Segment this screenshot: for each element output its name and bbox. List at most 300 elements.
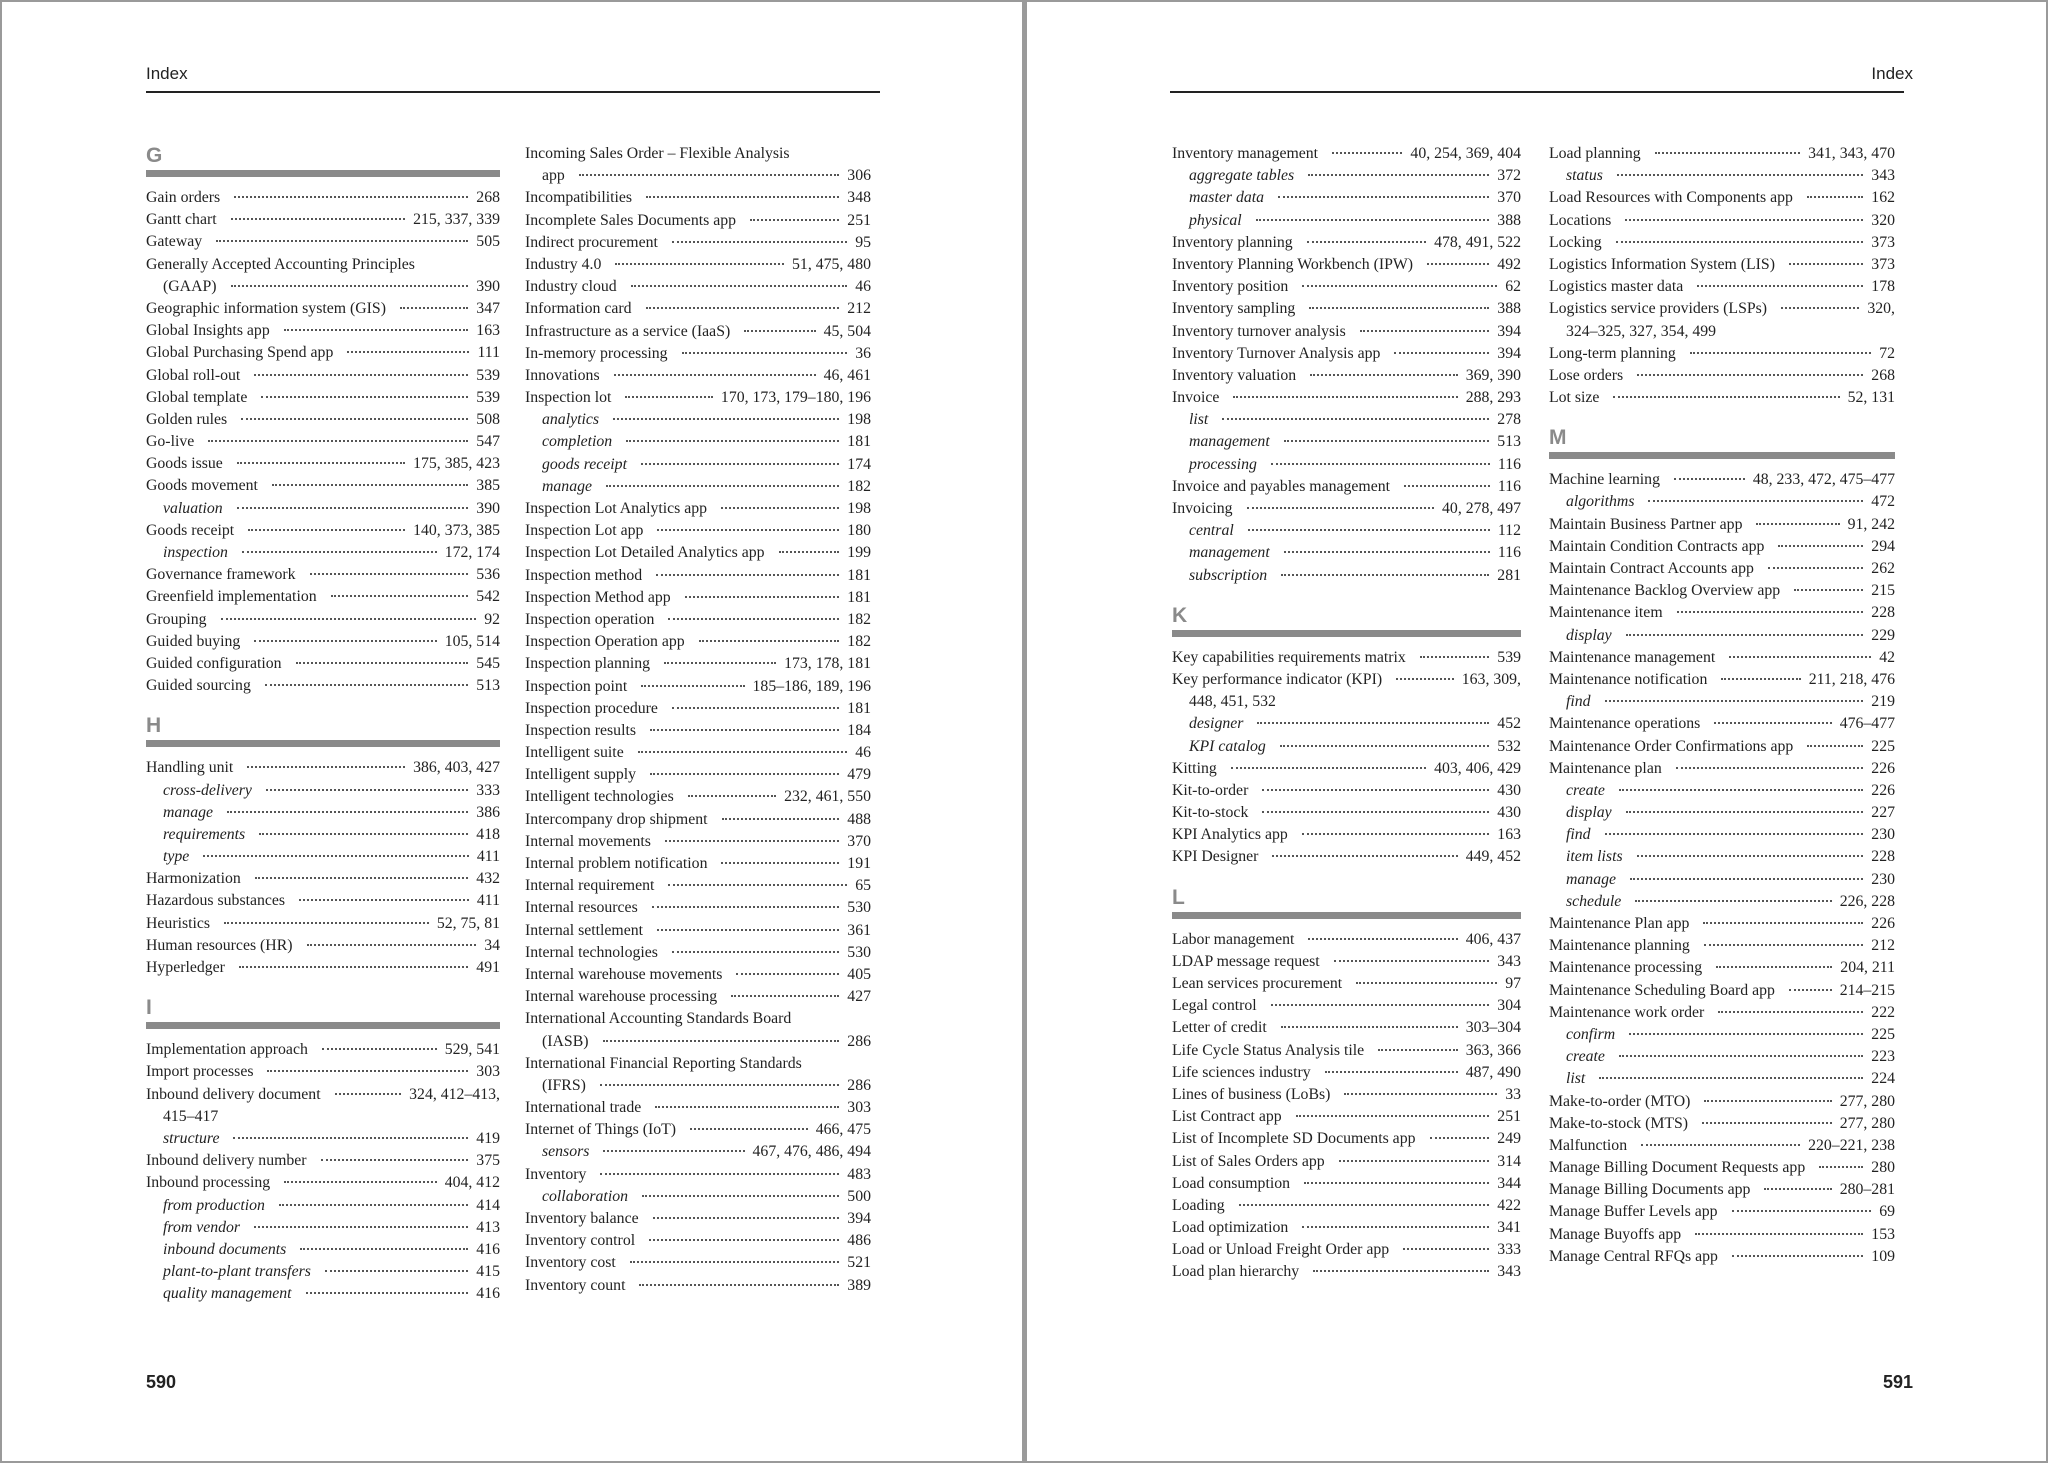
entry-term: management bbox=[1189, 544, 1270, 562]
dot-leader bbox=[665, 840, 839, 842]
entry-pages: 369, 390 bbox=[1465, 366, 1521, 384]
dot-leader bbox=[630, 1261, 839, 1263]
entry-term: Inventory valuation bbox=[1172, 366, 1297, 384]
entry-pages: 361 bbox=[847, 921, 871, 939]
index-entry bbox=[1549, 647, 1895, 669]
entry-term: Inventory Planning Workbench (IPW) bbox=[1172, 255, 1414, 273]
index-entry bbox=[525, 1008, 871, 1030]
entry-pages: 42 bbox=[1879, 648, 1895, 666]
entry-pages: 415 bbox=[476, 1263, 500, 1281]
entry-term: LDAP message request bbox=[1172, 952, 1320, 970]
entry-term: Logistics master data bbox=[1549, 278, 1684, 296]
entry-pages: 467, 476, 486, 494 bbox=[752, 1143, 871, 1161]
entry-term: Guided configuration bbox=[146, 654, 282, 672]
dot-leader bbox=[1278, 196, 1489, 198]
dot-leader bbox=[248, 529, 405, 531]
entry-term: display bbox=[1566, 804, 1612, 822]
entry-pages: 262 bbox=[1871, 560, 1895, 577]
dot-leader bbox=[272, 484, 468, 486]
header-rule bbox=[146, 91, 880, 93]
entry-term: Manage Buffer Levels app bbox=[1549, 1203, 1718, 1221]
entry-pages: 112 bbox=[1497, 522, 1521, 540]
index-entry bbox=[1172, 1128, 1521, 1150]
index-entry bbox=[146, 868, 500, 890]
entry-pages: 223 bbox=[1871, 1048, 1895, 1066]
entry-pages: 505 bbox=[476, 233, 500, 251]
index-entry bbox=[146, 913, 500, 935]
dot-leader bbox=[267, 1070, 468, 1072]
entry-term: find bbox=[1566, 693, 1591, 711]
entry-term: Inventory control bbox=[525, 1232, 636, 1250]
entry-term: Locking bbox=[1549, 233, 1602, 251]
index-subentry bbox=[1172, 542, 1521, 564]
section-rule bbox=[146, 170, 500, 177]
entry-pages: 394 bbox=[847, 1210, 871, 1227]
dot-leader bbox=[266, 789, 468, 791]
entry-pages: 370 bbox=[847, 832, 871, 850]
entry-term: Goods movement bbox=[146, 477, 258, 495]
dot-leader bbox=[1248, 529, 1490, 531]
entry-term: Legal control bbox=[1172, 997, 1257, 1015]
index-subentry bbox=[1172, 431, 1521, 453]
entry-pages: 163 bbox=[476, 322, 500, 340]
index-column-1 bbox=[1172, 143, 1521, 1284]
entry-term: Inbound processing bbox=[146, 1174, 271, 1192]
dot-leader bbox=[1781, 307, 1859, 309]
index-subentry bbox=[525, 1141, 871, 1163]
entry-term: Inspection Lot Detailed Analytics app bbox=[525, 544, 765, 562]
dot-leader bbox=[1732, 1210, 1872, 1212]
index-entry bbox=[146, 1061, 500, 1083]
entry-term: Infrastructure as a service (IaaS) bbox=[525, 322, 731, 340]
section-letter: L bbox=[1172, 885, 1185, 909]
entry-term: Internal resources bbox=[525, 899, 638, 917]
entry-pages: 182 bbox=[847, 610, 871, 628]
entry-term: Internal settlement bbox=[525, 921, 643, 939]
index-subentry bbox=[525, 454, 871, 476]
dot-leader bbox=[1262, 789, 1489, 791]
entry-term: In-memory processing bbox=[525, 344, 668, 362]
entry-term: list bbox=[1566, 1070, 1586, 1088]
entry-pages: 286 bbox=[847, 1032, 871, 1050]
dot-leader bbox=[1313, 1270, 1489, 1272]
entry-term: list bbox=[1189, 411, 1209, 429]
dot-leader bbox=[1637, 374, 1863, 376]
entry-term: Innovations bbox=[525, 366, 600, 384]
index-entry bbox=[525, 187, 871, 209]
entry-pages: 343 bbox=[1497, 1263, 1521, 1281]
index-entry bbox=[525, 698, 871, 720]
entry-term: Heuristics bbox=[146, 914, 211, 932]
entry-term: Invoicing bbox=[1172, 500, 1233, 517]
entry-pages: 341, 343, 470 bbox=[1808, 145, 1895, 162]
dot-leader bbox=[310, 573, 469, 575]
entry-pages: 46 bbox=[855, 278, 871, 296]
index-entry bbox=[1549, 758, 1895, 780]
entry-pages: 72 bbox=[1879, 344, 1895, 362]
entry-term: KPI Designer bbox=[1172, 848, 1259, 866]
entry-pages: 281 bbox=[1497, 566, 1521, 584]
entry-term: quality management bbox=[163, 1285, 292, 1303]
dot-leader bbox=[1394, 352, 1489, 354]
dot-leader bbox=[1674, 478, 1745, 480]
dot-leader bbox=[600, 1084, 839, 1086]
entry-pages: 530 bbox=[847, 943, 871, 961]
entry-pages: 181 bbox=[847, 433, 871, 451]
dot-leader bbox=[1630, 878, 1863, 880]
index-entry bbox=[525, 986, 871, 1008]
entry-term: Industry 4.0 bbox=[525, 255, 602, 273]
entry-term: Maintenance plan bbox=[1549, 759, 1662, 777]
entry-pages: 268 bbox=[1871, 366, 1895, 384]
dot-leader bbox=[1768, 567, 1863, 569]
index-entry bbox=[1172, 995, 1521, 1017]
index-entry bbox=[1172, 846, 1521, 868]
header-rule bbox=[1170, 91, 1904, 93]
dot-leader bbox=[254, 374, 468, 376]
index-entry bbox=[1549, 1224, 1895, 1246]
index-entry bbox=[1172, 780, 1521, 802]
index-entry bbox=[146, 653, 500, 675]
index-entry bbox=[1549, 365, 1895, 387]
index-entry bbox=[1172, 476, 1521, 498]
entry-term: Inventory Turnover Analysis app bbox=[1172, 344, 1381, 362]
dot-leader bbox=[639, 1284, 839, 1286]
entry-term: Maintenance notification bbox=[1549, 670, 1708, 688]
entry-pages: 211, 218, 476 bbox=[1808, 670, 1895, 688]
entry-pages: 372 bbox=[1497, 167, 1521, 185]
index-entry bbox=[1549, 1091, 1895, 1113]
entry-term: Lean services procurement bbox=[1172, 975, 1343, 992]
index-entry bbox=[146, 431, 500, 453]
entry-term: confirm bbox=[1566, 1025, 1616, 1043]
entry-term: Import processes bbox=[146, 1063, 254, 1081]
index-entry bbox=[146, 320, 500, 342]
entry-pages: 48, 233, 472, 475–477 bbox=[1752, 471, 1895, 489]
entry-term: Inventory bbox=[525, 1165, 587, 1183]
entry-term: Handling unit bbox=[146, 759, 234, 777]
index-entry bbox=[1549, 1201, 1895, 1223]
dot-leader bbox=[1616, 241, 1864, 243]
entry-pages: 280–281 bbox=[1839, 1181, 1895, 1199]
dot-leader bbox=[650, 773, 839, 775]
index-entry bbox=[146, 209, 500, 231]
index-entry bbox=[525, 365, 871, 387]
entry-term: Locations bbox=[1549, 211, 1612, 229]
dot-leader bbox=[614, 374, 816, 376]
index-entry bbox=[1549, 536, 1895, 558]
entry-pages: 62 bbox=[1505, 278, 1521, 296]
entry-term: from production bbox=[163, 1196, 265, 1214]
index-entry bbox=[525, 897, 871, 919]
dot-leader bbox=[606, 485, 839, 487]
index-entry bbox=[525, 1230, 871, 1252]
index-entry bbox=[146, 231, 500, 253]
entry-pages: 229 bbox=[1871, 626, 1895, 644]
entry-pages: 430 bbox=[1497, 804, 1521, 822]
entry-term: Long-term planning bbox=[1549, 344, 1676, 362]
entry-pages: 411 bbox=[476, 848, 500, 866]
dot-leader bbox=[239, 966, 468, 968]
entry-term: Inbound delivery document bbox=[146, 1085, 321, 1103]
entry-pages: 416 bbox=[476, 1240, 500, 1258]
dot-leader bbox=[736, 973, 839, 975]
dot-leader bbox=[1619, 1055, 1863, 1057]
index-entry bbox=[1549, 1002, 1895, 1024]
index-entry bbox=[1172, 647, 1521, 669]
entry-term: Load Resources with Components app bbox=[1549, 189, 1793, 207]
entry-pages: 370 bbox=[1497, 189, 1521, 207]
entry-term: Maintenance Scheduling Board app bbox=[1549, 981, 1775, 999]
running-head: Index bbox=[1871, 64, 1913, 83]
index-entry bbox=[146, 1106, 500, 1128]
dot-leader bbox=[600, 1173, 839, 1175]
entry-term: Load planning bbox=[1549, 145, 1641, 162]
entry-pages: 226, 228 bbox=[1839, 892, 1895, 910]
index-subentry bbox=[1549, 846, 1895, 868]
index-subentry bbox=[146, 780, 500, 802]
entry-pages: 225 bbox=[1871, 1025, 1895, 1043]
entry-term: management bbox=[1189, 433, 1270, 451]
entry-term: sensors bbox=[542, 1143, 590, 1161]
entry-term: Logistics Information System (LIS) bbox=[1549, 255, 1775, 273]
index-entry bbox=[1172, 387, 1521, 409]
dot-leader bbox=[672, 951, 839, 953]
entry-pages: 153 bbox=[1871, 1225, 1895, 1243]
entry-pages: 472 bbox=[1871, 493, 1895, 511]
dot-leader bbox=[626, 440, 839, 442]
entry-pages: 224 bbox=[1871, 1070, 1895, 1088]
index-column-1 bbox=[146, 143, 500, 1305]
entry-term: Inspection point bbox=[525, 677, 628, 695]
entry-term: Kitting bbox=[1172, 759, 1217, 777]
entry-term: Global Purchasing Spend app bbox=[146, 344, 334, 362]
entry-term: analytics bbox=[542, 411, 600, 429]
index-entry bbox=[525, 831, 871, 853]
entry-pages: 411 bbox=[476, 892, 500, 910]
entry-pages: 116 bbox=[1497, 477, 1521, 495]
dot-leader bbox=[649, 1239, 839, 1241]
dot-leader bbox=[642, 1195, 839, 1197]
dot-leader bbox=[400, 307, 468, 309]
index-entry bbox=[1172, 1151, 1521, 1173]
index-subentry bbox=[525, 476, 871, 498]
entry-term: Gateway bbox=[146, 233, 203, 251]
section-rule bbox=[146, 1022, 500, 1029]
entry-term: Information card bbox=[525, 300, 632, 318]
dot-leader bbox=[1718, 1011, 1863, 1013]
entry-term: Maintenance Order Confirmations app bbox=[1549, 737, 1794, 755]
dot-leader bbox=[1619, 789, 1863, 791]
entry-pages: 303 bbox=[476, 1063, 500, 1081]
entry-pages: 344 bbox=[1497, 1174, 1521, 1192]
dot-leader bbox=[284, 329, 469, 331]
entry-term: structure bbox=[163, 1129, 220, 1147]
entry-term: Manage Buyoffs app bbox=[1549, 1225, 1682, 1243]
index-subentry bbox=[525, 431, 871, 453]
entry-pages: 52, 75, 81 bbox=[436, 914, 500, 932]
index-entry bbox=[146, 453, 500, 475]
entry-term: Governance framework bbox=[146, 566, 296, 584]
dot-leader bbox=[1764, 1188, 1831, 1190]
entry-term: KPI catalog bbox=[1189, 737, 1266, 755]
dot-leader bbox=[685, 596, 840, 598]
index-subentry bbox=[525, 1186, 871, 1208]
entry-pages: 419 bbox=[476, 1129, 500, 1147]
index-entry bbox=[525, 254, 871, 276]
entry-pages: 486 bbox=[847, 1232, 871, 1250]
entry-term: Load or Unload Freight Order app bbox=[1172, 1241, 1390, 1259]
index-entry bbox=[525, 1252, 871, 1274]
entry-pages: 394 bbox=[1497, 344, 1521, 362]
entry-pages: 280 bbox=[1871, 1159, 1895, 1177]
dot-leader bbox=[1296, 1115, 1490, 1117]
index-entry bbox=[1172, 232, 1521, 254]
entry-term: Inspection lot bbox=[525, 389, 612, 407]
dot-leader bbox=[668, 884, 847, 886]
entry-pages: 390 bbox=[476, 277, 500, 295]
section-letter: M bbox=[1549, 426, 1567, 450]
dot-leader bbox=[237, 507, 469, 509]
entry-pages: 343 bbox=[1497, 952, 1521, 970]
dot-leader bbox=[1695, 1233, 1863, 1235]
entry-term: Global Insights app bbox=[146, 322, 270, 340]
dot-leader bbox=[284, 1181, 437, 1183]
entry-term: processing bbox=[1189, 455, 1257, 473]
dot-leader bbox=[1262, 811, 1489, 813]
dot-leader bbox=[1637, 855, 1864, 857]
entry-term: Inspection Operation app bbox=[525, 633, 685, 651]
entry-pages: 46, 461 bbox=[823, 366, 871, 384]
entry-pages: 163 bbox=[1497, 826, 1521, 844]
index-entry bbox=[1172, 973, 1521, 995]
dot-leader bbox=[234, 196, 468, 198]
entry-term: Maintenance processing bbox=[1549, 959, 1703, 977]
entry-term: Maintenance management bbox=[1549, 648, 1716, 666]
entry-pages: 199 bbox=[847, 544, 871, 562]
entry-term: collaboration bbox=[542, 1187, 629, 1205]
index-entry bbox=[1172, 343, 1521, 365]
entry-pages: 230 bbox=[1871, 826, 1895, 844]
dot-leader bbox=[1702, 1122, 1832, 1124]
entry-term: Make-to-order (MTO) bbox=[1549, 1092, 1691, 1110]
entry-pages: 116 bbox=[1497, 544, 1521, 562]
index-subentry bbox=[1172, 187, 1521, 209]
entry-pages: 388 bbox=[1497, 211, 1521, 229]
entry-pages: 545 bbox=[476, 654, 500, 672]
entry-pages: 226 bbox=[1871, 915, 1895, 932]
index-entry bbox=[146, 387, 500, 409]
entry-term: cross-delivery bbox=[163, 781, 252, 799]
index-entry bbox=[146, 1172, 500, 1194]
index-subentry bbox=[146, 1217, 500, 1239]
dot-leader bbox=[1599, 1077, 1863, 1079]
entry-pages: 403, 406, 429 bbox=[1434, 759, 1521, 777]
index-entry bbox=[1172, 1040, 1521, 1062]
dot-leader bbox=[1704, 944, 1863, 946]
index-entry bbox=[525, 609, 871, 631]
index-entry bbox=[146, 757, 500, 779]
index-entry bbox=[1172, 691, 1521, 713]
index-entry bbox=[525, 321, 871, 343]
entry-pages: 314 bbox=[1497, 1152, 1521, 1170]
index-subentry bbox=[146, 1128, 500, 1150]
dot-leader bbox=[657, 929, 839, 931]
section-letter-m bbox=[1549, 425, 1895, 459]
entry-pages: 91, 242 bbox=[1847, 515, 1895, 533]
section-letter: G bbox=[146, 144, 163, 167]
dot-leader bbox=[265, 684, 468, 686]
dot-leader bbox=[721, 507, 839, 509]
entry-pages: 232, 461, 550 bbox=[784, 788, 871, 806]
entry-term: International trade bbox=[525, 1099, 642, 1117]
index-entry bbox=[1172, 1062, 1521, 1084]
entry-pages: 181 bbox=[847, 588, 871, 606]
entry-pages: 413 bbox=[476, 1218, 500, 1236]
entry-pages: 163, 309, bbox=[1461, 670, 1521, 688]
entry-pages: 184 bbox=[847, 721, 871, 739]
index-entry bbox=[1172, 1195, 1521, 1217]
entry-term: Manage Central RFQs app bbox=[1549, 1247, 1718, 1265]
dot-leader bbox=[1280, 745, 1490, 747]
index-entry bbox=[525, 676, 871, 698]
index-entry bbox=[1549, 957, 1895, 979]
entry-term: Inspection Method app bbox=[525, 588, 671, 606]
entry-pages: 174 bbox=[847, 455, 871, 473]
index-entry bbox=[1172, 1017, 1521, 1039]
entry-term: item lists bbox=[1566, 848, 1623, 866]
dot-leader bbox=[224, 922, 429, 924]
entry-term: Maintain Business Partner app bbox=[1549, 515, 1743, 533]
dot-leader bbox=[668, 618, 839, 620]
dot-leader bbox=[237, 462, 405, 464]
entry-pages: 212 bbox=[847, 300, 871, 318]
entry-pages: 182 bbox=[847, 633, 871, 651]
entry-term: Inspection operation bbox=[525, 610, 655, 628]
entry-term: aggregate tables bbox=[1189, 167, 1295, 185]
index-entry bbox=[1172, 365, 1521, 387]
entry-term: Lot size bbox=[1549, 389, 1600, 407]
index-entry bbox=[1549, 935, 1895, 957]
index-entry bbox=[525, 165, 871, 187]
entry-pages: 492 bbox=[1497, 255, 1521, 273]
entry-pages: 416 bbox=[476, 1285, 500, 1303]
dot-leader bbox=[1308, 174, 1489, 176]
entry-term: Lines of business (LoBs) bbox=[1172, 1085, 1331, 1103]
index-entry bbox=[146, 957, 500, 979]
index-entry bbox=[525, 1053, 871, 1075]
index-entry bbox=[1549, 514, 1895, 536]
entry-pages: 225 bbox=[1871, 737, 1895, 755]
dot-leader bbox=[1233, 396, 1457, 398]
index-entry bbox=[525, 1075, 871, 1097]
entry-pages: 191 bbox=[847, 855, 871, 872]
dot-leader bbox=[731, 995, 839, 997]
index-entry bbox=[1549, 187, 1895, 209]
entry-pages: 414 bbox=[476, 1196, 500, 1214]
entry-term: Load plan hierarchy bbox=[1172, 1263, 1300, 1281]
dot-leader bbox=[1222, 418, 1489, 420]
entry-term: Industry cloud bbox=[525, 278, 617, 296]
index-entry bbox=[1172, 1217, 1521, 1239]
index-entry bbox=[525, 1097, 871, 1119]
index-subentry bbox=[1549, 780, 1895, 802]
dot-leader bbox=[1257, 722, 1489, 724]
entry-pages: 220–221, 238 bbox=[1808, 1136, 1895, 1154]
index-entry bbox=[1172, 929, 1521, 951]
index-entry bbox=[146, 1039, 500, 1061]
dot-leader bbox=[1721, 678, 1800, 680]
